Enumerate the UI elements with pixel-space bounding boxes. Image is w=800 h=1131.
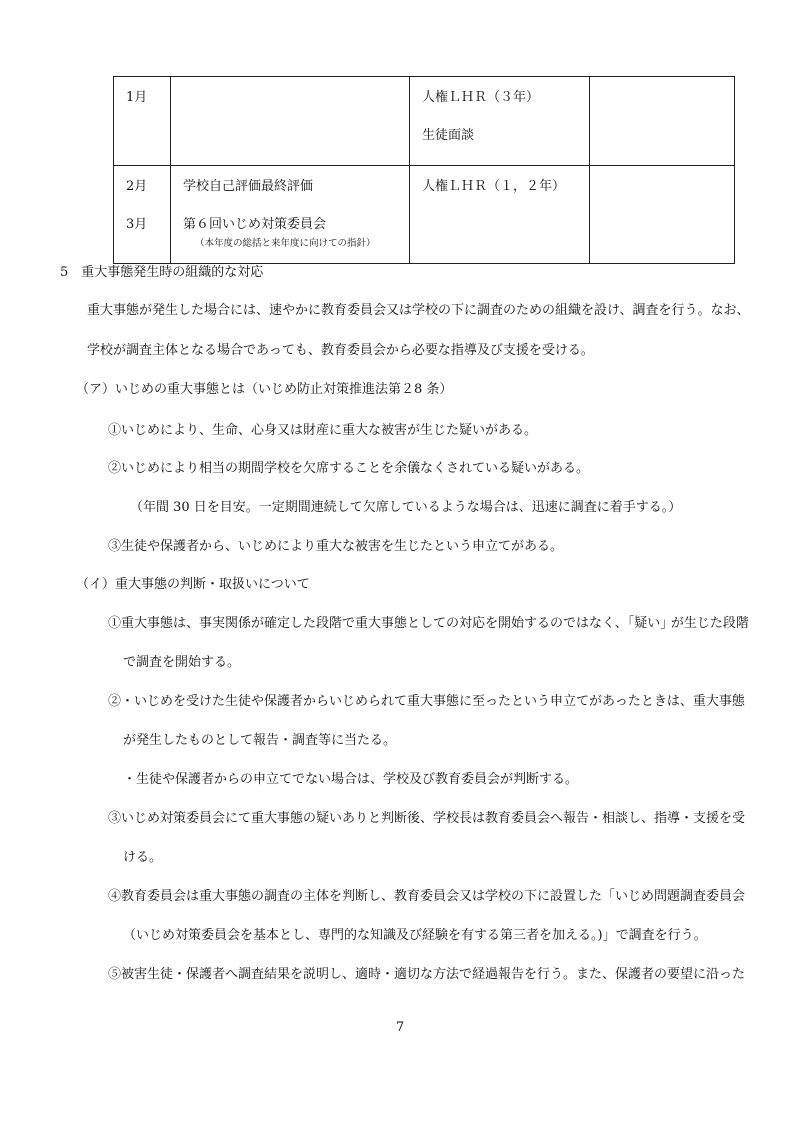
table-row [114,166,735,264]
event-item: 学校自己評価最終評価 [183,179,314,194]
activities-cell [410,166,590,264]
subsection-heading: （イ）重大事態の判断・取扱いについて [76,577,310,592]
list-item-continued: ける。 [123,850,163,865]
notes-cell [590,77,735,166]
table-row [114,77,735,166]
list-item-continued: で調査を開始する。 [123,655,241,670]
schedule-table [113,76,735,264]
list-item: ①重大事態は、事実関係が確定した段階で重大事態としての対応を開始するのではなく、｢疑い｣ が生じた段階 [108,616,749,631]
event-item: 第６回いじめ対策委員会 [183,217,327,232]
list-item: ①いじめにより、生命、心身又は財産に重大な被害が生じた疑いがある。 [108,423,538,438]
list-item-note: （年間 30 日を目安。一定期間連続して欠席しているような場合は、迅速に調査に着手する。） [130,500,682,515]
list-item: ②いじめにより相当の期間学校を欠席することを余儀なくされている疑いがある。 [108,461,590,476]
list-item-continued: （いじめ対策委員会を基本とし、専門的な知識及び経験を有する第三者を加える。)」で調査を行う。 [123,928,707,943]
month-cell [114,166,171,264]
notes-cell [590,166,735,264]
list-item-continued: が発生したものとして報告・調査等に当たる。 [123,733,397,748]
subsection-heading: （ア）いじめの重大事態とは（いじめ防止対策推進法第２8 条） [76,382,453,397]
events-cell [171,77,410,166]
activities-cell [410,77,590,166]
list-item: ②・いじめを受けた生徒や保護者からいじめられて重大事態に至ったという申立てがあったときは、重大事態 [108,694,745,709]
intro-line: 重大事態が発生した場合には、速やかに教育委員会又は学校の下に調査のための組織を設け、調査を行う。なお、 [87,303,750,318]
list-item: ④教育委員会は重大事態の調査の主体を判断し、教育委員会又は学校の下に設置した「いじめ問題調査委員会 [108,889,746,904]
section-heading: 5 重大事態発生時の組織的な対応 [60,265,264,280]
month-label: 1月 [126,90,148,105]
intro-line: 学校が調査主体となる場合であっても、教育委員会から必要な指導及び支援を受ける。 [87,343,594,358]
activity-item: 人権ＬＨＲ（１，２年） [422,179,566,194]
month-cell [114,77,171,166]
list-item: ⑤被害生徒・保護者へ調査結果を説明し、適時・適切な方法で経過報告を行う。また、保護者の要望に沿った [108,967,746,982]
event-note: （本年度の総括と来年度に向けての指針） [195,238,376,249]
month-label: 2月 [126,179,148,194]
activity-item: 生徒面談 [422,128,475,143]
list-item: ③いじめ対策委員会にて重大事態の疑いありと判断後、学校長は教育委員会へ報告・相談し、指導・支援を受 [108,811,746,826]
month-label: 3月 [126,217,148,232]
list-item: ・生徒や保護者からの申立てでない場合は、学校及び教育委員会が判断する。 [123,772,579,787]
events-cell [171,166,410,264]
page-number: 7 [395,1020,405,1035]
list-item: ③生徒や保護者から、いじめにより重大な被害を生じたという申立てがある。 [108,539,564,554]
activity-item: 人権ＬＨＲ（３年） [422,90,540,105]
